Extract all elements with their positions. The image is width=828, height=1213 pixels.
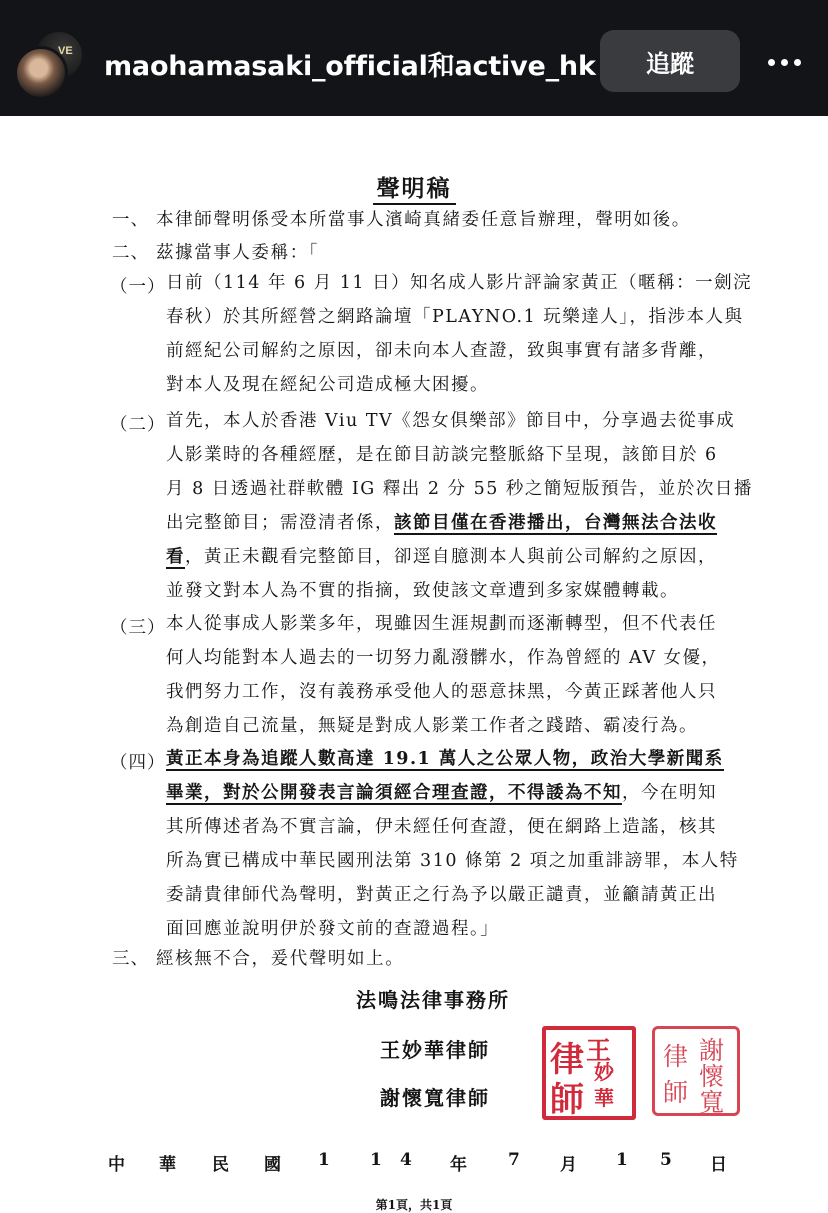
date-char: 日 (710, 1155, 727, 1175)
date-char: 中 (108, 1155, 125, 1175)
post-header (0, 0, 828, 116)
paragraph-line: 所為實已構成中華民國刑法第 310 條第 2 項之加重誹謗罪，本人特 (166, 851, 739, 871)
date-char: 月 (560, 1155, 577, 1175)
date-char: 1 (370, 1150, 382, 1170)
item-marker: （二） (110, 415, 166, 435)
section-marker: 一、 (112, 210, 149, 230)
lawyer-name: 王妙華律師 (380, 1038, 490, 1062)
emphasis-text: 畢業，對於公開發表言論須經合理查證，不得諉為不知 (166, 783, 622, 803)
avatar-logo-text: VE (58, 45, 73, 57)
avatar-primary[interactable] (14, 46, 68, 100)
emphasis-text: 黃正本身為追蹤人數高達 19.1 萬人之公眾人物，政治大學新聞系 (166, 749, 724, 769)
section-text: 本律師聲明係受本所當事人濱崎真緒委任意旨辦理，聲明如後。 (156, 210, 691, 230)
date-char: 1 (616, 1150, 628, 1170)
paragraph-1 (166, 266, 766, 402)
paragraph-line: 對本人及現在經紀公司造成極大困擾。 (166, 375, 489, 395)
paragraph-4 (166, 742, 766, 946)
section-text: 茲據當事人委稱：「 (156, 243, 320, 263)
paragraph-line: 春秋）於其所經營之網路論壇「PLAYNO.1 玩樂達人」，指涉本人與 (166, 307, 744, 327)
account-title[interactable]: maohamasaki_official和active_hk (104, 51, 596, 82)
follow-button[interactable]: 追蹤 (600, 30, 740, 92)
date-char: 國 (264, 1155, 281, 1175)
item-marker: （三） (110, 618, 166, 638)
page-footer: 第1頁，共1頁 (375, 1198, 453, 1212)
section-text: 經核無不合，爰代聲明如上。 (156, 949, 405, 969)
paragraph-line: 畢業，對於公開發表言論須經合理查證，不得諉為不知，今在明知 (166, 783, 717, 803)
paragraph-line: 其所傳述者為不實言論，伊未經任何查證，便在網路上造謠，核其 (166, 817, 717, 837)
paragraph-line (166, 742, 766, 776)
paragraph-line: 本人從事成人影業多年，現雖因生涯規劃而逐漸轉型，但不代表任 (166, 614, 717, 634)
more-horizontal-icon[interactable] (766, 52, 802, 72)
document-title: 聲明稿 (0, 170, 828, 203)
section-marker: 三、 (112, 949, 149, 969)
paragraph-line: 首先，本人於香港 Viu TV《怨女俱樂部》節目中，分享過去從事成 (166, 411, 736, 431)
paragraph-3 (166, 607, 766, 743)
collab-avatars[interactable] (14, 30, 80, 96)
date-char: 7 (508, 1150, 520, 1170)
paragraph-line: 為創造自己流量，無疑是對成人影業工作者之踐踏、霸凌行為。 (166, 716, 698, 736)
date-char: 5 (660, 1150, 672, 1170)
paragraph-line: 出完整節目；需澄清者係，該節目僅在香港播出，台灣無法合法收 (166, 513, 717, 533)
item-marker: （一） (110, 277, 166, 297)
paragraph-line: 看，黃正未觀看完整節目，卻逕自臆測本人與前公司解約之原因， (166, 547, 717, 567)
paragraph-2 (166, 404, 766, 608)
date-char: 民 (212, 1155, 229, 1175)
emphasis-text: 該節目僅在香港播出，台灣無法合法收 (394, 513, 717, 533)
item-marker: （四） (110, 753, 166, 773)
law-firm-name: 法鳴法律事務所 (356, 988, 510, 1012)
section-marker: 二、 (112, 243, 149, 263)
paragraph-line: 委請貴律師代為聲明，對黃正之行為予以嚴正譴責，並籲請黃正出 (166, 885, 717, 905)
date-char: 華 (159, 1155, 176, 1175)
paragraph-line: 並發文對本人為不實的指摘，致使該文章遭到多家媒體轉載。 (166, 581, 679, 601)
paragraph-line: 我們努力工作，沒有義務承受他人的惡意抹黑，今黃正踩著他人只 (166, 682, 717, 702)
firm-seal-stamp: 謝 懷 寬 律 師 (652, 1026, 740, 1116)
date-char: 1 (318, 1150, 330, 1170)
date-char: 4 (400, 1150, 412, 1170)
paragraph-line: 月 8 日透過社群軟體 IG 釋出 2 分 55 秒之簡短版預告，並於次日播 (166, 479, 753, 499)
statement-document (0, 116, 828, 1213)
paragraph-line: 面回應並說明伊於發文前的查證過程。」 (166, 919, 500, 939)
date-char: 年 (450, 1155, 467, 1175)
emphasis-text: 看 (166, 547, 185, 567)
lawyer-name: 謝懷寬律師 (380, 1086, 490, 1110)
paragraph-line: 前經紀公司解約之原因，卻未向本人查證，致與事實有諸多背離， (166, 341, 717, 361)
paragraph-line: 何人均能對本人過去的一切努力亂潑髒水，作為曾經的 AV 女優， (166, 648, 721, 668)
paragraph-line: 人影業時的各種經歷，是在節目訪談完整脈絡下呈現，該節目於 6 (166, 445, 718, 465)
personal-seal-stamp: 王 妙 華 律 師 (542, 1026, 636, 1120)
paragraph-line: 日前（114 年 6 月 11 日）知名成人影片評論家黃正（暱稱：一劍浣 (166, 273, 753, 293)
